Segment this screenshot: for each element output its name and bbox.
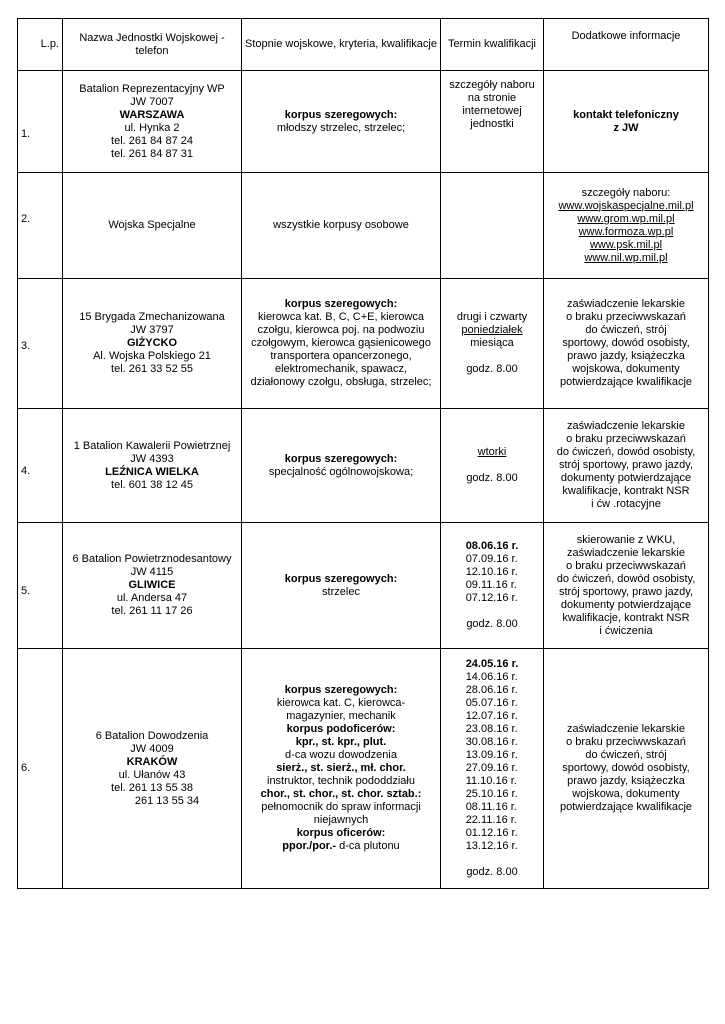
info-text: i ćwiczenia [599, 624, 653, 637]
unit-cell [63, 649, 242, 889]
unit-name: 6 Batalion Dowodzenia [95, 729, 209, 742]
info-text: do ćwiczeń, dowód osobisty, [556, 446, 696, 458]
date-item: 07.12.16 r. [465, 592, 518, 604]
unit-phone: 261 13 55 34 [134, 794, 200, 807]
unit-phone: tel. 261 13 55 38 [111, 781, 193, 794]
term-text: internetowej [462, 105, 522, 117]
info-text: do ćwiczeń, strój [585, 749, 667, 761]
info-text: prawo jazdy, książeczka [567, 350, 685, 362]
website-link[interactable]: www.wojskaspecjalne.mil.pl [558, 199, 694, 212]
date-item: 30.08.16 r. [465, 736, 518, 748]
header-row [18, 19, 709, 71]
table-row [18, 173, 709, 279]
ranks-text: d-ca wozu dowodzenia [285, 749, 397, 761]
term-time: godz. 8.00 [466, 363, 518, 375]
ranks-corps: kpr., st. kpr., plut. [295, 736, 387, 748]
term-cell [441, 409, 544, 523]
table-row [18, 649, 709, 889]
unit-name: Wojska Specjalne [63, 173, 242, 279]
unit-jw: JW 7007 [130, 95, 174, 108]
info-cell [544, 649, 709, 889]
date-item: 27.09.16 r. [465, 762, 518, 774]
info-text: o braku przeciwwskazań [566, 433, 686, 445]
info-text: zaświadczenie lekarskie [567, 723, 685, 735]
ranks-text: czołgowym, kierowca gąsienicowego [251, 337, 431, 349]
header-ranks: Stopnie wojskowe, kryteria, kwalifikacje [242, 19, 441, 71]
info-text: potwierdzające kwalifikacje [559, 801, 693, 813]
date-item: 12.10.16 r. [465, 566, 518, 578]
ranks-list [245, 684, 437, 853]
table-row [18, 409, 709, 523]
unit-phone: tel. 261 11 17 26 [111, 605, 193, 617]
ranks-text: specjalność ogólnowojskowa; [268, 465, 414, 478]
table-row [18, 71, 709, 173]
website-link[interactable]: www.psk.mil.pl [589, 238, 663, 251]
ranks-corps: korpus podoficerów: [286, 723, 396, 735]
unit-cell [63, 409, 242, 523]
ranks-text: młodszy strzelec, strzelec; [276, 121, 406, 134]
term-text: na stronie [467, 92, 517, 104]
ranks-cell [242, 523, 441, 649]
row-number: 4. [18, 409, 63, 523]
date-item: 13.09.16 r. [465, 749, 518, 761]
term-time: godz. 8.00 [466, 618, 518, 630]
date-item: 24.05.16 [465, 658, 509, 670]
header-info: Dodatkowe informacje [544, 19, 709, 71]
ranks-text: transportera opancerzonego, [270, 350, 412, 362]
date-item: 13.12.16 r. [465, 840, 518, 852]
info-text: wojskowa, dokumenty [572, 363, 680, 375]
info-text: dokumenty potwierdzające [560, 472, 692, 484]
date-item: 28.06.16 r. [465, 684, 518, 696]
unit-city: GIŻYCKO [126, 337, 178, 349]
unit-name: Batalion Reprezentacyjny WP [79, 82, 225, 95]
row-number: 3. [18, 279, 63, 409]
ranks-text: niejawnych [313, 814, 369, 826]
term-text: drugi i czwarty [456, 311, 528, 323]
ranks-text: magazynier, mechanik [286, 710, 396, 722]
ranks-corps: ppor./por.- d-ca plutonu [282, 840, 400, 852]
unit-address: ul. Andersa 47 [116, 592, 188, 604]
header-lp: L.p. [18, 19, 63, 71]
info-text: skierowanie z WKU, [576, 533, 676, 546]
unit-city: GLIWICE [128, 579, 176, 591]
term-text: szczegóły naboru [449, 79, 535, 91]
ranks-cell [242, 279, 441, 409]
date-item: 14.06.16 r. [465, 671, 518, 683]
unit-jw: JW 4009 [130, 742, 174, 755]
term-cell [441, 649, 544, 889]
table-row [18, 279, 709, 409]
term-time: godz. 8.00 [466, 472, 518, 484]
unit-city: LEŹNICA WIELKA [105, 465, 199, 478]
date-item: 25.10.16 r. [465, 788, 518, 800]
ranks-text: czołgu, kierowca poj. na podwoziu [257, 324, 425, 336]
qualification-table [17, 18, 709, 889]
info-text: kontakt telefoniczny [573, 108, 679, 121]
unit-phone: tel. 261 84 87 24 [111, 134, 193, 147]
ranks-text: wszystkie korpusy osobowe [242, 173, 441, 279]
row-number: 2. [18, 173, 63, 279]
info-text: sportowy, dowód osobisty, [562, 337, 690, 349]
unit-cell [63, 71, 242, 173]
unit-jw: JW 4393 [130, 452, 174, 465]
unit-cell [63, 279, 242, 409]
ranks-text: elektromechanik, spawacz, [274, 363, 408, 375]
term-text: wtorki [477, 446, 507, 458]
date-list-rest [466, 671, 519, 853]
info-text: zaświadczenie lekarskie [567, 420, 685, 432]
info-text: do ćwiczeń, strój [585, 324, 667, 336]
term-cell [441, 71, 544, 173]
info-text: zaświadczenie lekarskie [567, 298, 685, 310]
date-list: 08.06.16 r. 07.09.16 r. 12.10.16 r. 09.11.16 r. 07.12.16 r. [465, 540, 519, 604]
website-link[interactable]: www.formoza.wp.pl [578, 225, 674, 238]
info-text: strój sportowy, prawo jazdy, [558, 585, 694, 598]
ranks-text: kierowca kat. B, C, C+E, kierowca [258, 311, 424, 323]
ranks-corps: korpus szeregowych: [284, 684, 398, 696]
unit-name: 1 Batalion Kawalerii Powietrznej [73, 439, 231, 452]
ranks-corps: chor., st. chor., st. chor. sztab.: [260, 788, 422, 800]
term-cell [441, 523, 544, 649]
row-number: 6. [18, 649, 63, 889]
ranks-text: kierowca kat. C, kierowca- [276, 697, 406, 709]
date-item: 08.11.16 r. [465, 801, 517, 813]
date-item: 11.10.16 r. [465, 775, 517, 787]
ranks-corps: korpus szeregowych: [284, 452, 398, 465]
info-cell [544, 523, 709, 649]
ranks-corps: korpus szeregowych: [284, 572, 398, 585]
date-list: 24.05.16 r. 14.06.16 r. 28.06.16 r. 05.07.16 r. 12.07.16 r. 23.08.16 r. 30.08.16 r. 13.09.16 r. 27.09.16 r. 11.10.16 r. 25.10.16 r. 08.11.16 r. 22.11.16 r. 01.12.16 r. 13.12.16 r. [465, 658, 519, 852]
unit-address: ul. Hynka 2 [124, 121, 180, 134]
website-link[interactable]: www.nil.wp.mil.pl [584, 251, 668, 264]
info-title: szczegóły naboru: [581, 186, 671, 199]
info-cell [544, 409, 709, 523]
info-text: zaświadczenie lekarskie [567, 546, 685, 559]
header-term: Termin kwalifikacji [441, 19, 544, 71]
date-item: 22.11.16 r. [465, 814, 517, 826]
unit-jw: JW 3797 [130, 324, 174, 336]
date-item: 07.09.16 r. [465, 553, 518, 565]
date-item: 08.06.16 [465, 540, 509, 552]
info-text: kwalifikacje, kontrakt NSR [562, 611, 690, 624]
info-text: o braku przeciwwskazań [566, 559, 686, 572]
info-text: z JW [613, 121, 639, 134]
ranks-text: strzelec [322, 585, 360, 598]
term-cell [441, 173, 544, 279]
website-link[interactable]: www.grom.wp.mil.pl [577, 212, 675, 225]
term-time: godz. 8.00 [466, 866, 518, 878]
unit-city: KRAKÓW [126, 755, 178, 768]
info-text: prawo jazdy, książeczka [567, 775, 685, 787]
unit-address: ul. Ułanów 43 [118, 768, 186, 781]
header-unit: Nazwa Jednostki Wojskowej - telefon [63, 19, 242, 71]
info-text: kwalifikacje, kontrakt NSR [562, 485, 690, 497]
date-list-rest [466, 553, 519, 605]
date-item: 05.07.16 r. [465, 697, 518, 709]
ranks-corps: sierż., st. sierż., mł. chor. [276, 762, 406, 774]
date-item: 12.07.16 r. [465, 710, 518, 722]
row-number: 1. [18, 71, 63, 173]
ranks-cell [242, 71, 441, 173]
unit-name: 15 Brygada Zmechanizowana [79, 311, 225, 323]
date-item: 01.12.16 r. [465, 827, 518, 839]
info-text: i ćw .rotacyjne [591, 498, 661, 510]
ranks-cell [242, 409, 441, 523]
unit-city: WARSZAWA [119, 108, 185, 121]
info-text: do ćwiczeń, dowód osobisty, [556, 572, 696, 585]
unit-phone: tel. 261 84 87 31 [111, 147, 193, 160]
term-cell [441, 279, 544, 409]
unit-phone: tel. 261 33 52 55 [111, 363, 193, 375]
ranks-corps: korpus szeregowych: [284, 108, 398, 121]
info-text: sportowy, dowód osobisty, [562, 762, 690, 774]
unit-cell [63, 523, 242, 649]
date-item: 23.08.16 r. [465, 723, 518, 735]
info-text: o braku przeciwwskazań [566, 736, 686, 748]
term-text: miesiąca [470, 337, 514, 349]
unit-address: Al. Wojska Polskiego 21 [93, 350, 211, 362]
ranks-text: instruktor, technik pododdziału [267, 775, 415, 787]
info-text: wojskowa, dokumenty [572, 788, 680, 800]
ranks-text: działonowy czołgu, obsługa, strzelec; [250, 376, 432, 388]
row-number: 5. [18, 523, 63, 649]
info-text: o braku przeciwwskazań [566, 311, 686, 323]
info-cell [544, 173, 709, 279]
ranks-cell [242, 649, 441, 889]
ranks-corps: korpus oficerów: [296, 827, 386, 839]
table-row [18, 523, 709, 649]
date-item: 09.11.16 r. [465, 579, 517, 591]
ranks-text: pełnomocnik do spraw informacji [261, 801, 421, 813]
unit-jw: JW 4115 [130, 566, 174, 578]
unit-name: 6 Batalion Powietrznodesantowy [72, 553, 232, 565]
term-text: jednostki [470, 118, 514, 130]
ranks-corps: korpus szeregowych: [284, 298, 398, 310]
info-text: potwierdzające kwalifikacje [559, 376, 693, 388]
info-cell [544, 279, 709, 409]
term-text: poniedziałek [461, 324, 523, 336]
unit-phone: tel. 601 38 12 45 [111, 478, 193, 491]
info-text: strój sportowy, prawo jazdy, [558, 459, 694, 471]
info-cell [544, 71, 709, 173]
info-text: dokumenty potwierdzające [560, 598, 692, 611]
